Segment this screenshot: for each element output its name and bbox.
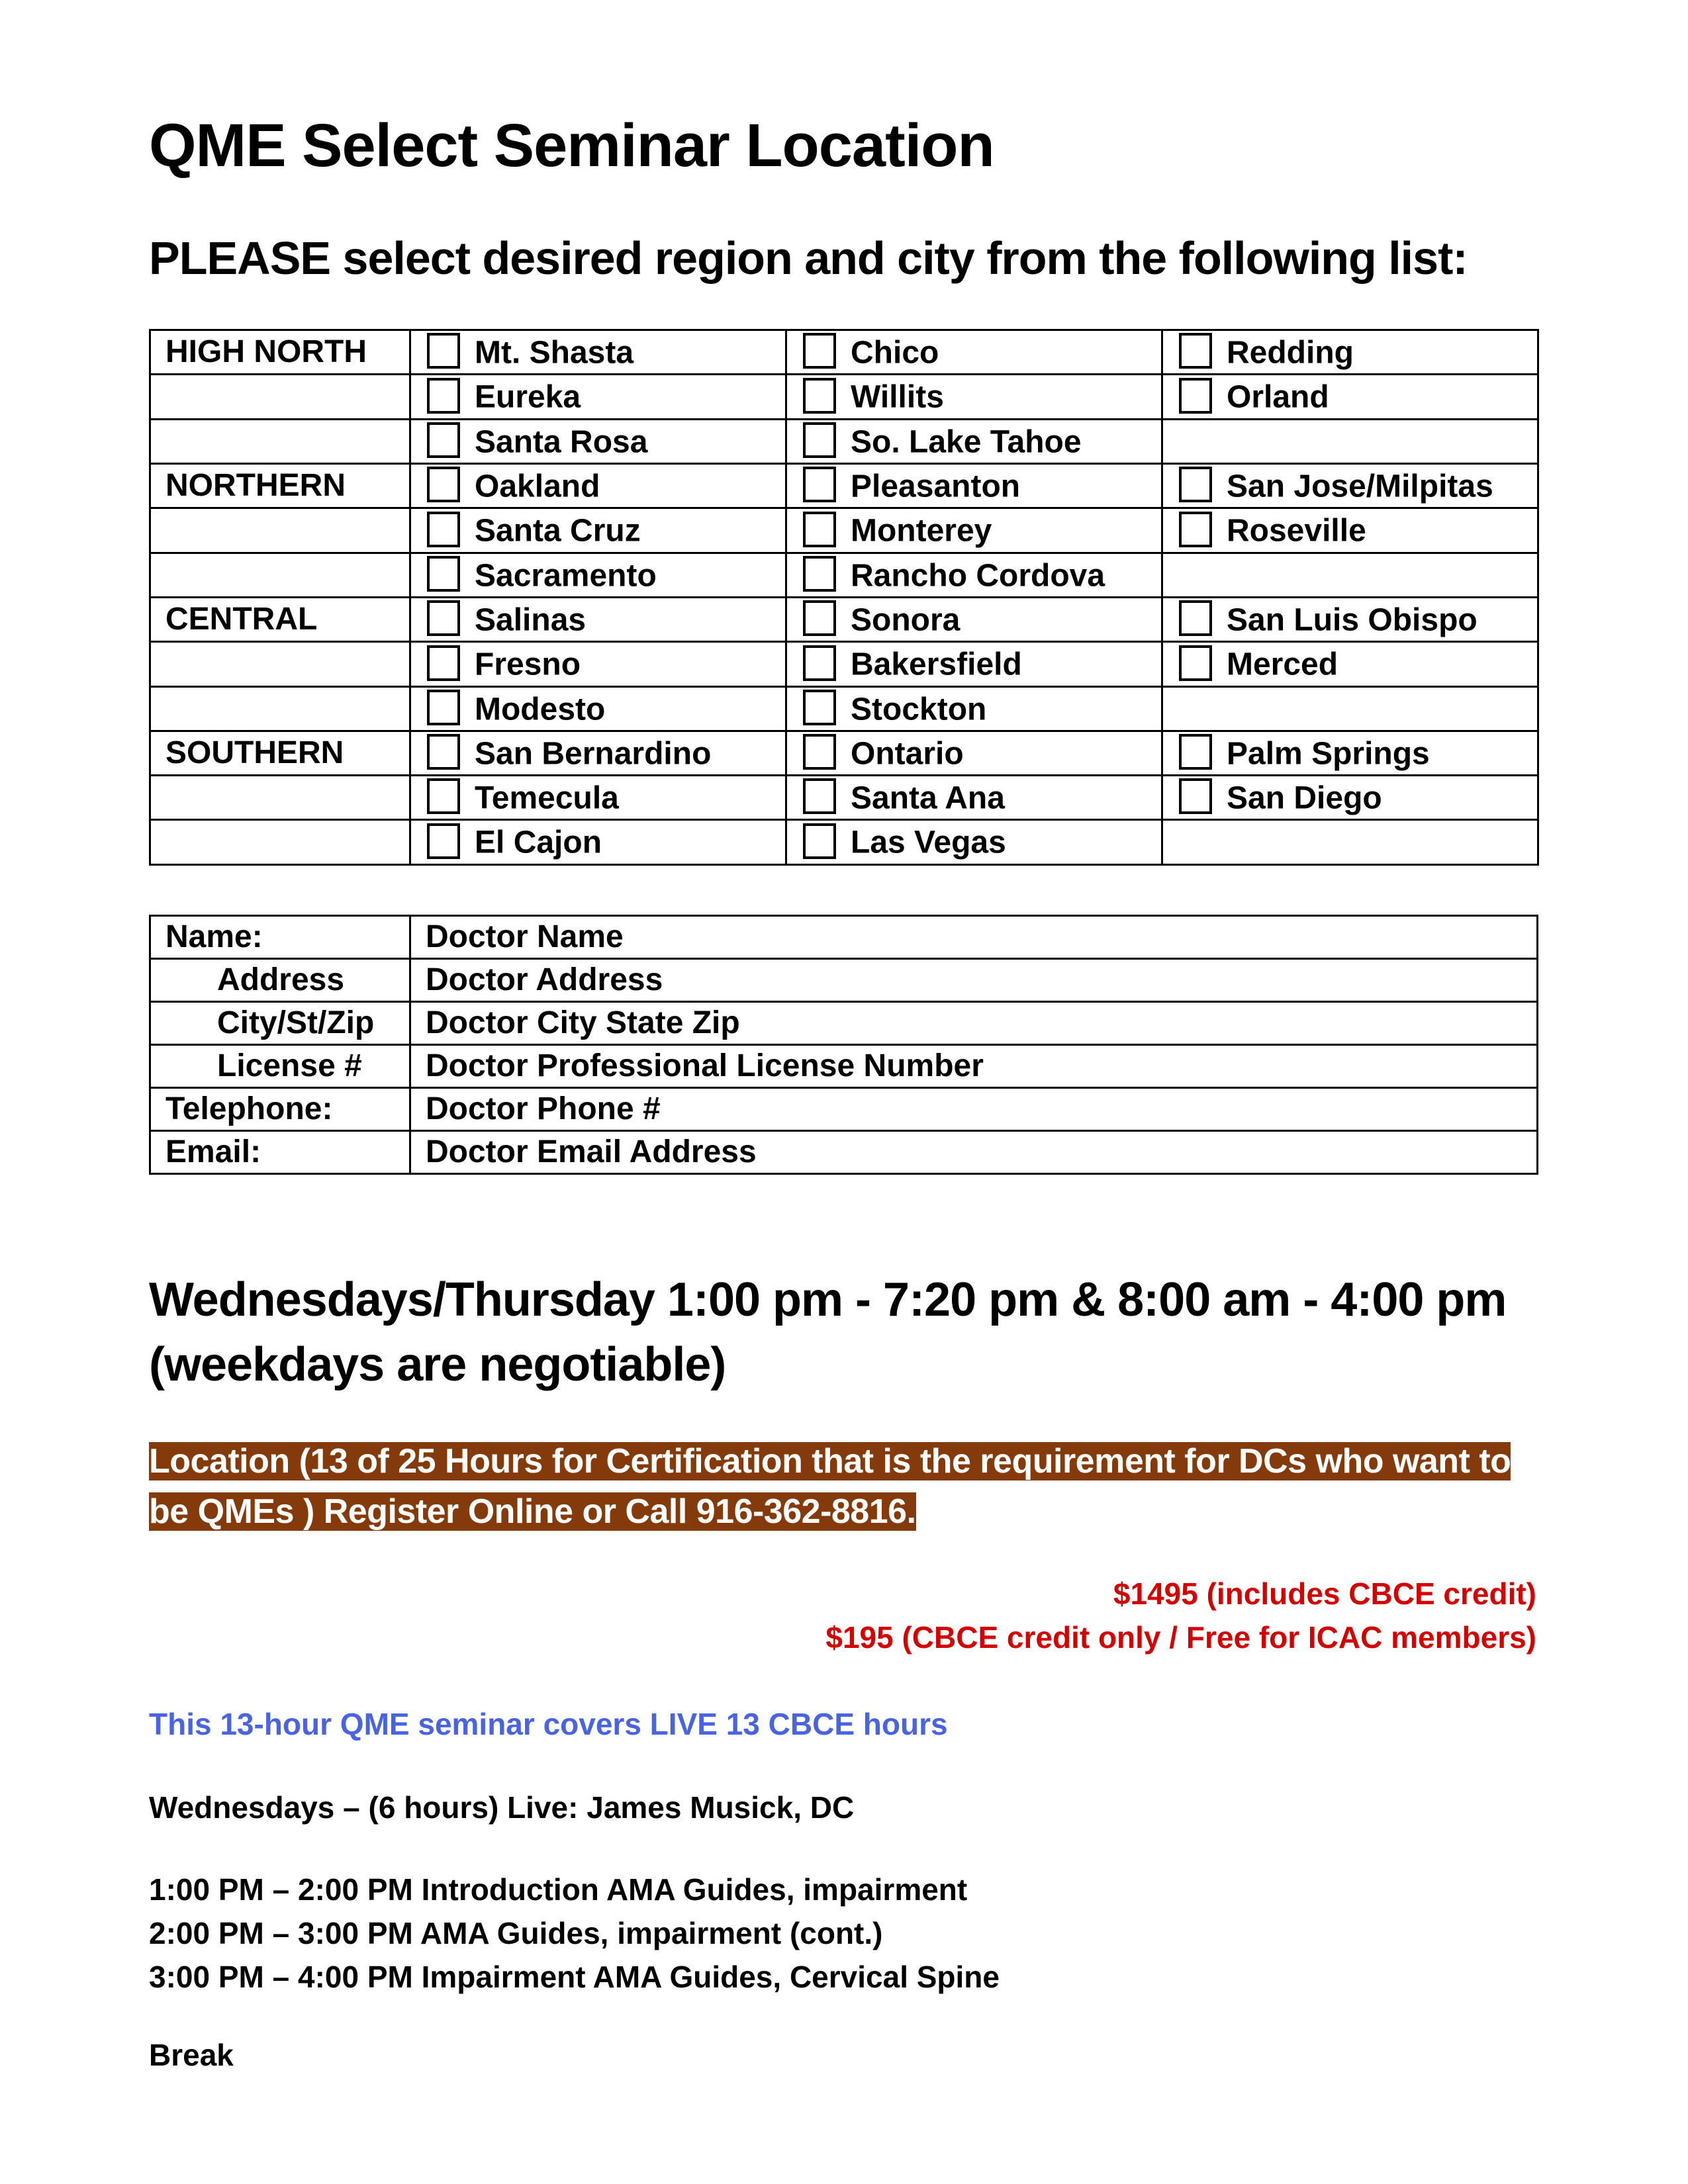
city-cell bbox=[1162, 508, 1538, 553]
city-cell bbox=[410, 642, 786, 686]
city-checkbox[interactable] bbox=[1179, 512, 1212, 547]
city-checkbox[interactable] bbox=[803, 823, 836, 859]
info-row bbox=[150, 916, 1538, 959]
city-name: San Jose/Milpitas bbox=[1227, 469, 1493, 504]
city-cell bbox=[786, 642, 1162, 686]
city-cell bbox=[1162, 463, 1538, 508]
city-cell bbox=[786, 686, 1162, 731]
city-name: Willits bbox=[851, 379, 944, 415]
city-checkbox[interactable] bbox=[427, 378, 460, 414]
city-name: Chico bbox=[851, 335, 939, 371]
break-label: Break bbox=[149, 2038, 234, 2072]
city-cell bbox=[786, 776, 1162, 820]
info-row bbox=[150, 1088, 1538, 1131]
city-cell bbox=[410, 419, 786, 463]
city-name: Rancho Cordova bbox=[851, 557, 1105, 593]
region-row bbox=[150, 375, 1538, 419]
city-cell bbox=[786, 553, 1162, 597]
city-name: Palm Springs bbox=[1227, 736, 1430, 772]
region-label bbox=[150, 642, 410, 686]
coverage-note: This 13-hour QME seminar covers LIVE 13 CBCE hours bbox=[149, 1707, 948, 1741]
city-cell bbox=[1162, 419, 1538, 463]
region-label: CENTRAL bbox=[150, 597, 410, 641]
city-cell bbox=[410, 508, 786, 553]
region-label bbox=[150, 820, 410, 864]
city-checkbox[interactable] bbox=[427, 512, 460, 547]
city-checkbox[interactable] bbox=[1179, 778, 1212, 814]
city-checkbox[interactable] bbox=[803, 512, 836, 547]
city-name: Sacramento bbox=[475, 557, 657, 593]
city-cell bbox=[786, 820, 1162, 864]
info-field[interactable]: Doctor Phone # bbox=[410, 1088, 1538, 1131]
region-row bbox=[150, 731, 1538, 775]
region-label bbox=[150, 419, 410, 463]
city-checkbox[interactable] bbox=[427, 556, 460, 592]
city-checkbox[interactable] bbox=[803, 467, 836, 502]
city-cell bbox=[786, 731, 1162, 775]
city-name: Modesto bbox=[475, 691, 606, 727]
city-name: San Luis Obispo bbox=[1227, 602, 1477, 638]
session-list bbox=[149, 1868, 1000, 1999]
city-checkbox[interactable] bbox=[803, 645, 836, 681]
speaker-line bbox=[149, 1786, 854, 1829]
doctor-info-table bbox=[149, 915, 1538, 1175]
city-name: Eureka bbox=[475, 379, 581, 415]
city-name: Bakersfield bbox=[851, 647, 1022, 682]
city-cell bbox=[1162, 642, 1538, 686]
city-name: Santa Rosa bbox=[475, 424, 648, 459]
info-row bbox=[150, 1131, 1538, 1174]
schedule-heading: Wednesdays/Thursday 1:00 pm - 7:20 pm & 8:00 am - 4:00 pm (weekdays are negotiable) bbox=[149, 1273, 1507, 1391]
city-name: Santa Ana bbox=[851, 780, 1005, 816]
city-checkbox[interactable] bbox=[1179, 734, 1212, 770]
city-cell bbox=[1162, 776, 1538, 820]
city-name: Oakland bbox=[475, 469, 600, 504]
region-city-table bbox=[149, 329, 1539, 866]
region-label bbox=[150, 686, 410, 731]
region-label bbox=[150, 553, 410, 597]
city-checkbox[interactable] bbox=[803, 734, 836, 770]
city-cell bbox=[1162, 597, 1538, 641]
session-item: 3:00 PM – 4:00 PM Impairment AMA Guides, Cervical Spine bbox=[149, 1960, 1000, 1994]
region-row bbox=[150, 686, 1538, 731]
speaker-prefix: Wednesdays – (6 hours) Live: bbox=[149, 1790, 579, 1825]
info-row bbox=[150, 959, 1538, 1002]
city-checkbox[interactable] bbox=[1179, 645, 1212, 681]
city-cell bbox=[410, 776, 786, 820]
info-row bbox=[150, 1002, 1538, 1045]
region-row bbox=[150, 553, 1538, 597]
city-cell bbox=[410, 686, 786, 731]
session-item: 1:00 PM – 2:00 PM Introduction AMA Guides, impairment bbox=[149, 1872, 968, 1907]
city-checkbox[interactable] bbox=[1179, 600, 1212, 636]
city-name: So. Lake Tahoe bbox=[851, 424, 1082, 459]
city-name: El Cajon bbox=[475, 825, 602, 860]
city-cell bbox=[786, 375, 1162, 419]
region-row bbox=[150, 419, 1538, 463]
city-cell bbox=[410, 375, 786, 419]
city-checkbox[interactable] bbox=[427, 734, 460, 770]
city-checkbox[interactable] bbox=[1179, 333, 1212, 369]
city-checkbox[interactable] bbox=[803, 778, 836, 814]
city-checkbox[interactable] bbox=[427, 690, 460, 725]
region-label: SOUTHERN bbox=[150, 731, 410, 775]
info-label: Telephone: bbox=[150, 1088, 410, 1131]
city-cell bbox=[786, 419, 1162, 463]
info-label: City/St/Zip bbox=[150, 1002, 410, 1045]
city-checkbox[interactable] bbox=[803, 378, 836, 414]
info-field[interactable]: Doctor City State Zip bbox=[410, 1002, 1538, 1045]
city-checkbox[interactable] bbox=[427, 467, 460, 502]
city-name: Las Vegas bbox=[851, 825, 1006, 860]
region-row bbox=[150, 508, 1538, 553]
city-cell bbox=[410, 597, 786, 641]
city-name: Pleasanton bbox=[851, 469, 1021, 504]
city-name: Salinas bbox=[475, 602, 586, 638]
city-checkbox[interactable] bbox=[427, 600, 460, 636]
city-cell bbox=[1162, 731, 1538, 775]
region-label bbox=[150, 776, 410, 820]
city-name: Orland bbox=[1227, 379, 1329, 415]
city-name: Fresno bbox=[475, 647, 581, 682]
region-label: HIGH NORTH bbox=[150, 330, 410, 375]
region-label bbox=[150, 508, 410, 553]
certification-notice bbox=[149, 1436, 1536, 1537]
city-cell bbox=[410, 553, 786, 597]
city-name: Monterey bbox=[851, 513, 992, 549]
city-checkbox[interactable] bbox=[427, 645, 460, 681]
city-checkbox[interactable] bbox=[803, 600, 836, 636]
city-cell bbox=[410, 820, 786, 864]
city-cell bbox=[786, 463, 1162, 508]
city-cell bbox=[786, 508, 1162, 553]
region-row bbox=[150, 330, 1538, 375]
price-cbce-only: $195 (CBCE credit only / Free for ICAC members) bbox=[825, 1620, 1536, 1655]
info-row bbox=[150, 1045, 1538, 1088]
city-name: Merced bbox=[1227, 647, 1338, 682]
city-name: Sonora bbox=[851, 602, 961, 638]
city-cell bbox=[786, 597, 1162, 641]
region-row bbox=[150, 597, 1538, 641]
city-cell bbox=[1162, 330, 1538, 375]
city-checkbox[interactable] bbox=[427, 823, 460, 859]
certification-notice-text: Location (13 of 25 Hours for Certification that is the requirement for DCs who want to be QMEs ) Register Online or Call 916-362-8816. bbox=[149, 1442, 1511, 1531]
city-cell bbox=[786, 330, 1162, 375]
city-cell bbox=[1162, 686, 1538, 731]
city-checkbox[interactable] bbox=[1179, 378, 1212, 414]
session-item: 2:00 PM – 3:00 PM AMA Guides, impairment (cont.) bbox=[149, 1916, 883, 1950]
city-checkbox[interactable] bbox=[427, 778, 460, 814]
city-checkbox[interactable] bbox=[803, 690, 836, 725]
city-checkbox[interactable] bbox=[803, 422, 836, 458]
city-checkbox[interactable] bbox=[803, 556, 836, 592]
info-field[interactable]: Doctor Address bbox=[410, 959, 1538, 1002]
city-cell bbox=[1162, 820, 1538, 864]
page-subtitle: PLEASE select desired region and city from the following list: bbox=[149, 232, 1468, 284]
city-name: San Bernardino bbox=[475, 736, 712, 772]
info-field[interactable]: Doctor Professional License Number bbox=[410, 1045, 1538, 1088]
region-row bbox=[150, 820, 1538, 864]
region-row bbox=[150, 463, 1538, 508]
city-cell bbox=[1162, 553, 1538, 597]
price-list bbox=[825, 1572, 1536, 1659]
info-field[interactable]: Doctor Email Address bbox=[410, 1131, 1538, 1174]
info-label: Name: bbox=[150, 916, 410, 959]
city-checkbox[interactable] bbox=[427, 422, 460, 458]
city-name: Ontario bbox=[851, 736, 964, 772]
city-name: Stockton bbox=[851, 691, 987, 727]
price-full: $1495 (includes CBCE credit) bbox=[1113, 1576, 1536, 1611]
page-title: QME Select Seminar Location bbox=[149, 112, 994, 179]
region-label bbox=[150, 375, 410, 419]
region-label: NORTHERN bbox=[150, 463, 410, 508]
city-cell bbox=[1162, 375, 1538, 419]
city-checkbox[interactable] bbox=[1179, 467, 1212, 502]
city-checkbox[interactable] bbox=[803, 333, 836, 369]
city-name: Temecula bbox=[475, 780, 619, 816]
info-field[interactable]: Doctor Name bbox=[410, 916, 1538, 959]
city-name: Mt. Shasta bbox=[475, 335, 634, 371]
city-name: Santa Cruz bbox=[475, 513, 641, 549]
city-cell bbox=[410, 731, 786, 775]
info-label: License # bbox=[150, 1045, 410, 1088]
city-checkbox[interactable] bbox=[427, 333, 460, 369]
city-cell bbox=[410, 463, 786, 508]
city-name: San Diego bbox=[1227, 780, 1382, 816]
speaker-name: James Musick, DC bbox=[578, 1790, 855, 1825]
city-cell bbox=[410, 330, 786, 375]
region-row bbox=[150, 776, 1538, 820]
info-label: Email: bbox=[150, 1131, 410, 1174]
region-row bbox=[150, 642, 1538, 686]
info-label: Address bbox=[150, 959, 410, 1002]
city-name: Roseville bbox=[1227, 513, 1366, 549]
city-name: Redding bbox=[1227, 335, 1354, 371]
